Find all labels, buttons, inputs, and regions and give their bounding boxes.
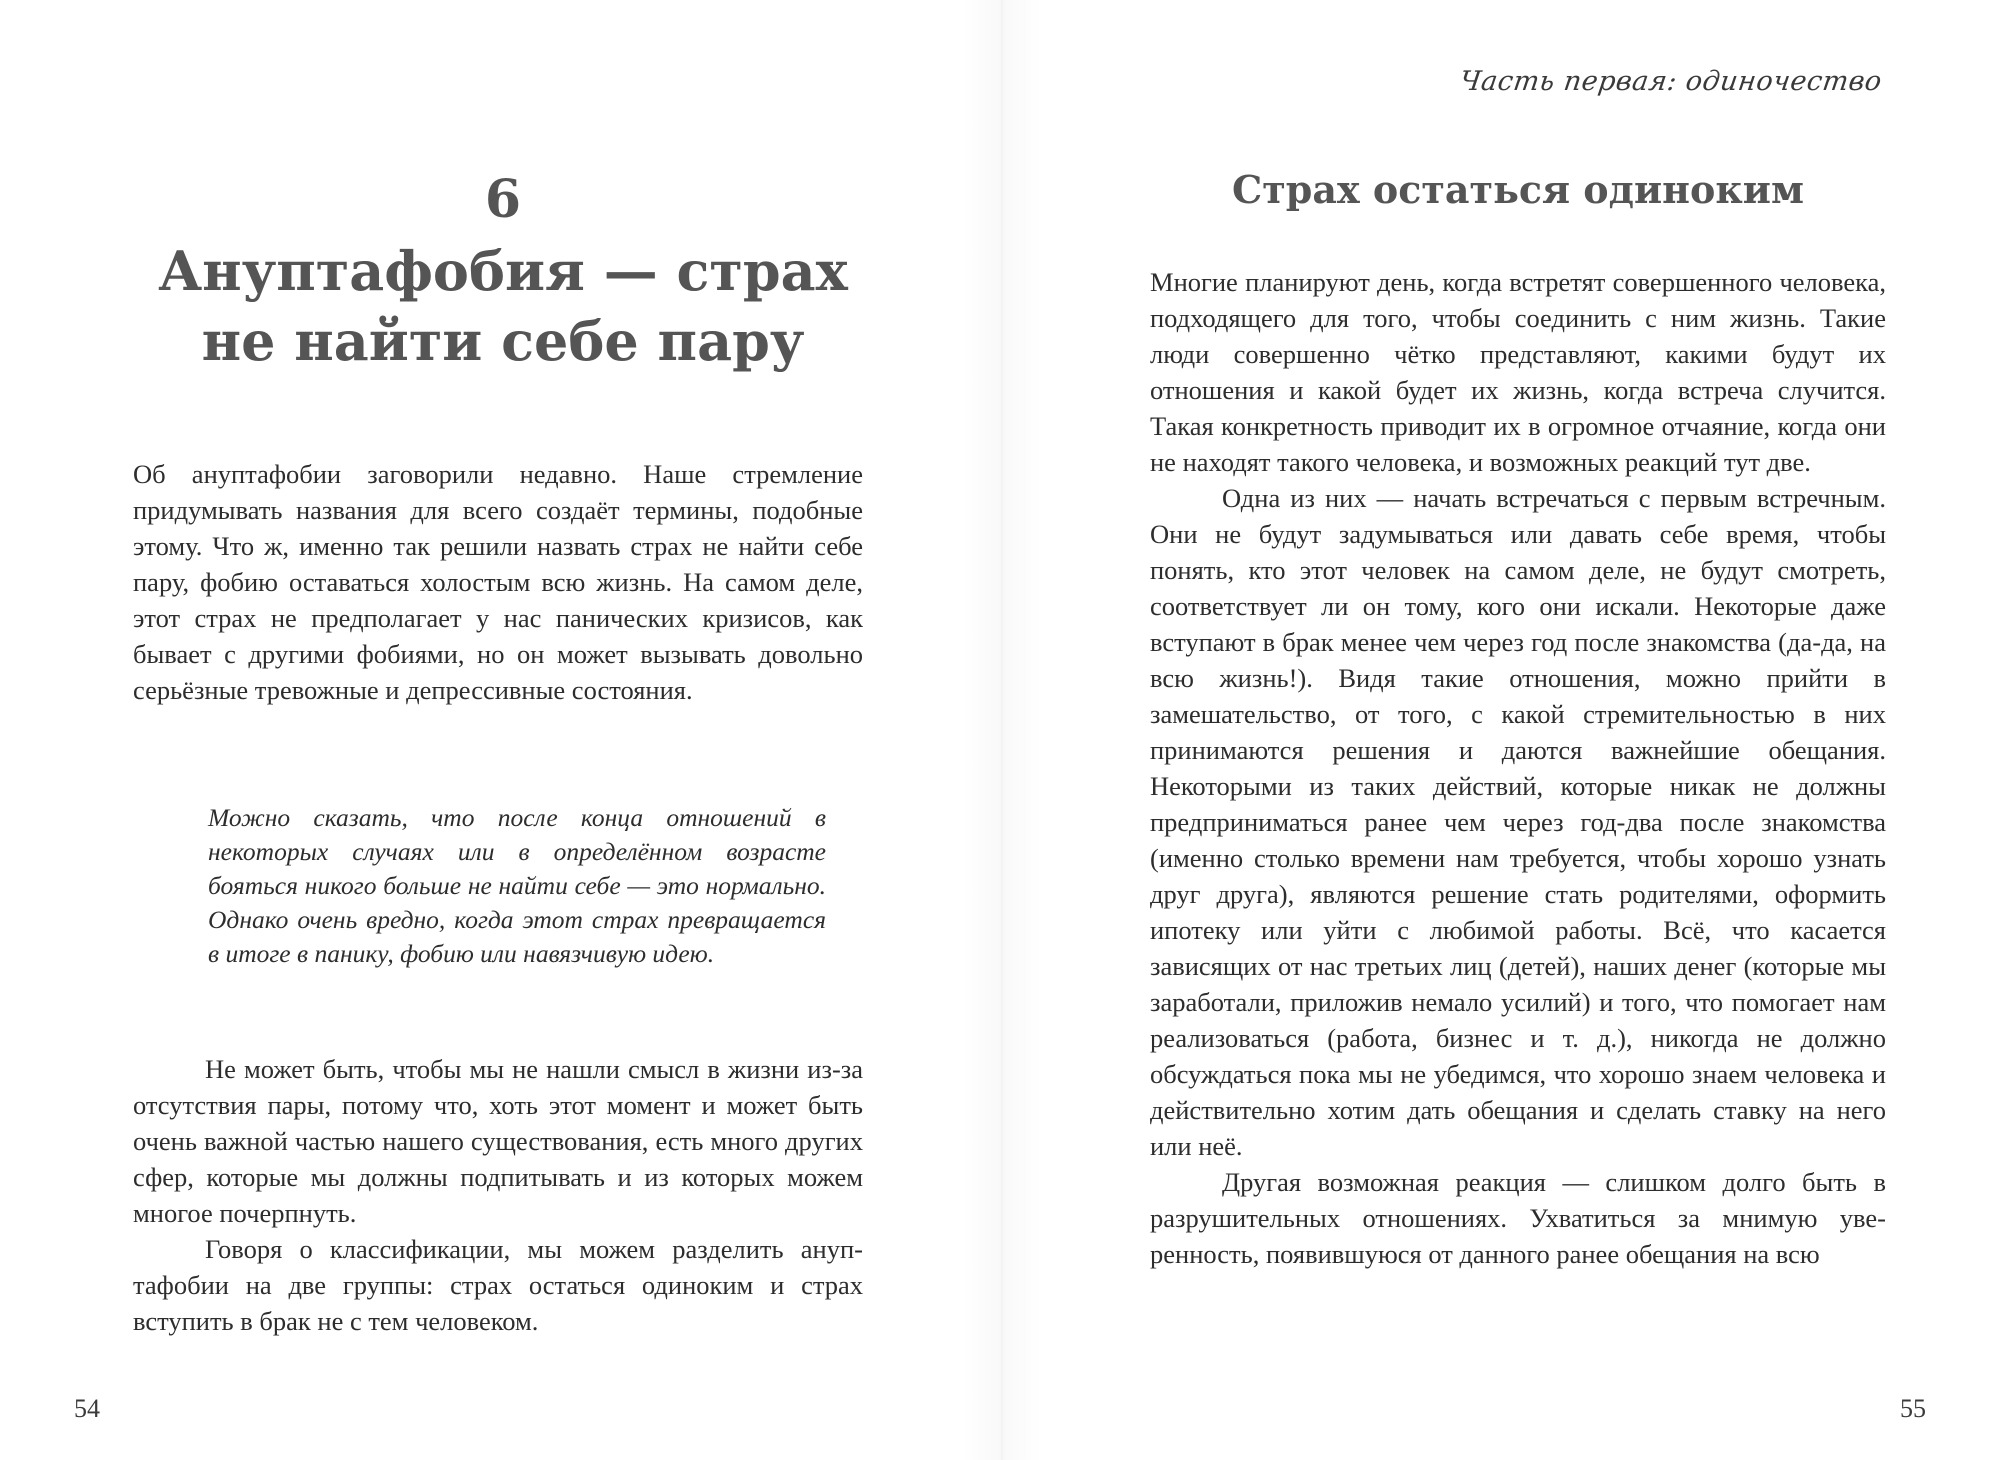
page-number-left: 54 <box>74 1394 100 1423</box>
right-paragraph-1: Многие планируют день, когда встретят совершенного человека, подходящего для того, чтобы соединить с ним жизнь. Такие люди совершенно чётко представляют, какими будут их отношения и какой будет их жизнь, когда встреча случится. Такая конкретность приводит их в огромное отчаяние, когда они не находят такого человека, и возможных реакций тут две. <box>1150 267 1886 477</box>
blockquote-text: Можно сказать, что после конца отношений в некоторых случаях или в определённом возрасте бояться никого больше не найти себе — это нормально. Однако очень вредно, когда этот страх превращается в итоге в панику, фобию или навязчивую идею. <box>208 803 826 968</box>
running-head: Часть первая: одиночество <box>1458 66 1885 97</box>
left-paragraph-1: Об ануптафобии заговорили недавно. Наше стремление придумывать названия для всего создаёт термины, подобные этому. Что ж, именно так решили назвать страх не найти себе пару, фобию оставаться холостым всю жизнь. На самом деле, этот страх не предполагает у нас панических кризисов, как бывает с другими фобиями, но он может вызывать довольно серьёзные тревожные и депрессивные состояния. <box>133 459 863 705</box>
chapter-title <box>110 236 896 376</box>
left-page-text-bottom <box>133 1051 863 1339</box>
right-paragraph-2: Одна из них — начать встречаться с первым встречным. Они не будут задумываться или давать себе время, чтобы понять, кто этот человек на самом деле, не будут смотреть, соответствует ли он тому, кого они искали. Некоторые даже вступают в брак менее чем через год после знакомства (да-да, на всю жизнь!). Видя такие отношения, можно прийти в замешательство, от того, с какой стремительностью в них принимаются решения и даются важнейшие обещания. Некоторыми из таких действий, которые никак не должны предприниматься ранее чем через год-два после знакомства (именно столько времени нам требуется, чтобы хорошо узнать друг друга), являются решение стать родителями, оформить ипотеку или уйти с любимой работы. Всё, что касается зависящих от нас третьих лиц (детей), наших денег (которые мы заработали, приложив немало усилий) и того, что помогает нам реализоваться (работа, бизнес и т. д.), никогда не должно обсуждаться пока мы не убедимся, что хорошо знаем человека и действительно хотим дать обещания и сделать ставку на него или неё. <box>1150 483 1886 1161</box>
left-paragraph-3: Говоря о классификации, мы можем разделить ануптафобии на две группы: страх остаться одиноким и страх вступить в брак не с тем человеком. <box>133 1234 863 1336</box>
section-title: Страх остаться одиноким <box>1232 167 1804 212</box>
page-number-right: 55 <box>1900 1394 1926 1423</box>
chapter-title-line-2: не найти себе пару <box>201 309 805 373</box>
left-paragraph-2: Не может быть, чтобы мы не нашли смысл в жизни из-за отсутствия пары, потому что, хоть этот момент и может быть очень важной частью нашего существования, есть много других сфер, которые мы должны подпитывать и из которых можем многое почерпнуть. <box>133 1054 863 1228</box>
left-blockquote <box>208 801 826 971</box>
right-paragraph-3: Другая возможная реакция — слишком долго быть в разрушительных отношениях. Ухватиться за мнимую уверенность, появившуюся от данного ранее обещания на всю <box>1150 1167 1886 1269</box>
book-gutter-shadow <box>962 0 1042 1460</box>
left-page-text-top <box>133 456 863 708</box>
right-page-text <box>1150 264 1886 1272</box>
chapter-number: 6 <box>484 169 522 230</box>
chapter-title-line-1: Ануптафобия — страх <box>158 239 848 303</box>
